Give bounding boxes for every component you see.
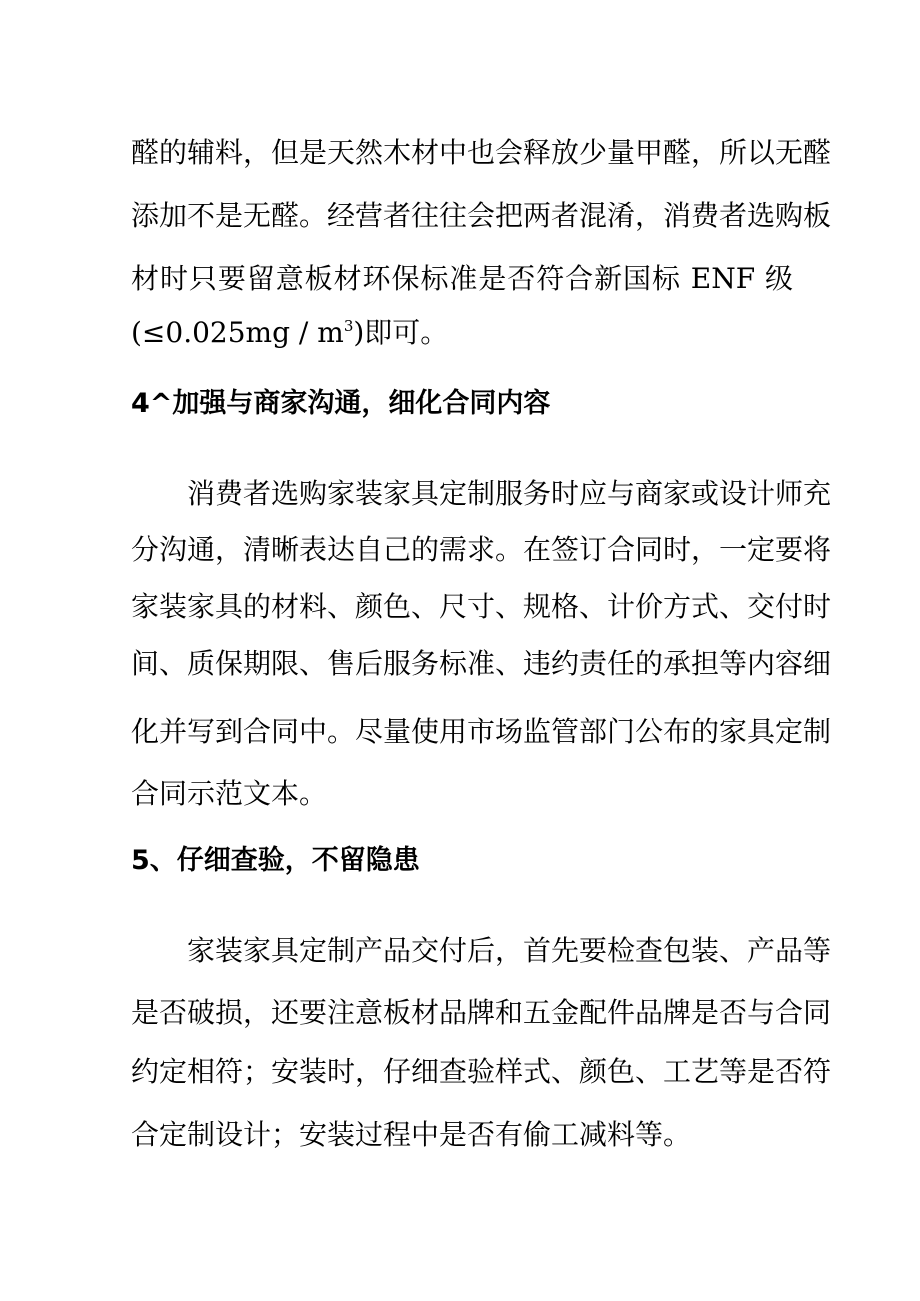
paragraph-3-line-3: 约定相符；安装时，仔细查验样式、颜色、工艺等是否符	[131, 1055, 832, 1088]
paragraph-3-line-2: 是否破损，还要注意板材品牌和五金配件品牌是否与合同	[131, 996, 832, 1029]
paragraph-1-line-4-prefix: (≤0.025mg / m	[131, 316, 344, 349]
paragraph-1-line-4	[131, 313, 793, 353]
paragraph-1-line-1: 醛的辅料，但是天然木材中也会释放少量甲醛，所以无醛	[131, 136, 832, 169]
paragraph-3-line-1: 家装家具定制产品交付后，首先要检查包装、产品等	[187, 934, 832, 967]
paragraph-2-line-5: 化并写到合同中。尽量使用市场监管部门公布的家具定制	[131, 715, 832, 748]
paragraph-2-line-2: 分沟通，清晰表达自己的需求。在签订合同时，一定要将	[131, 533, 832, 566]
section-heading-5: 5、仔细查验，不留隐患	[131, 845, 420, 876]
paragraph-2-line-4: 间、质保期限、售后服务标准、违约责任的承担等内容细	[131, 647, 832, 680]
paragraph-2-line-3: 家装家具的材料、颜色、尺寸、规格、计价方式、交付时	[131, 590, 832, 623]
section-heading-4: 4^加强与商家沟通，细化合同内容	[131, 388, 551, 419]
paragraph-2-line-6: 合同示范文本。	[131, 777, 328, 810]
paragraph-3-line-4: 合定制设计；安装过程中是否有偷工减料等。	[131, 1118, 692, 1151]
superscript-exponent: 3	[343, 317, 354, 335]
paragraph-2-line-1: 消费者选购家装家具定制服务时应与商家或设计师充	[187, 477, 832, 510]
paragraph-1-line-4-suffix: )即可。	[353, 316, 449, 349]
paragraph-1-line-2: 添加不是无醛。经营者往往会把两者混淆，消费者选购板	[131, 199, 832, 232]
paragraph-1-line-3: 材时只要留意板材环保标准是否符合新国标 ENF 级	[131, 262, 793, 295]
